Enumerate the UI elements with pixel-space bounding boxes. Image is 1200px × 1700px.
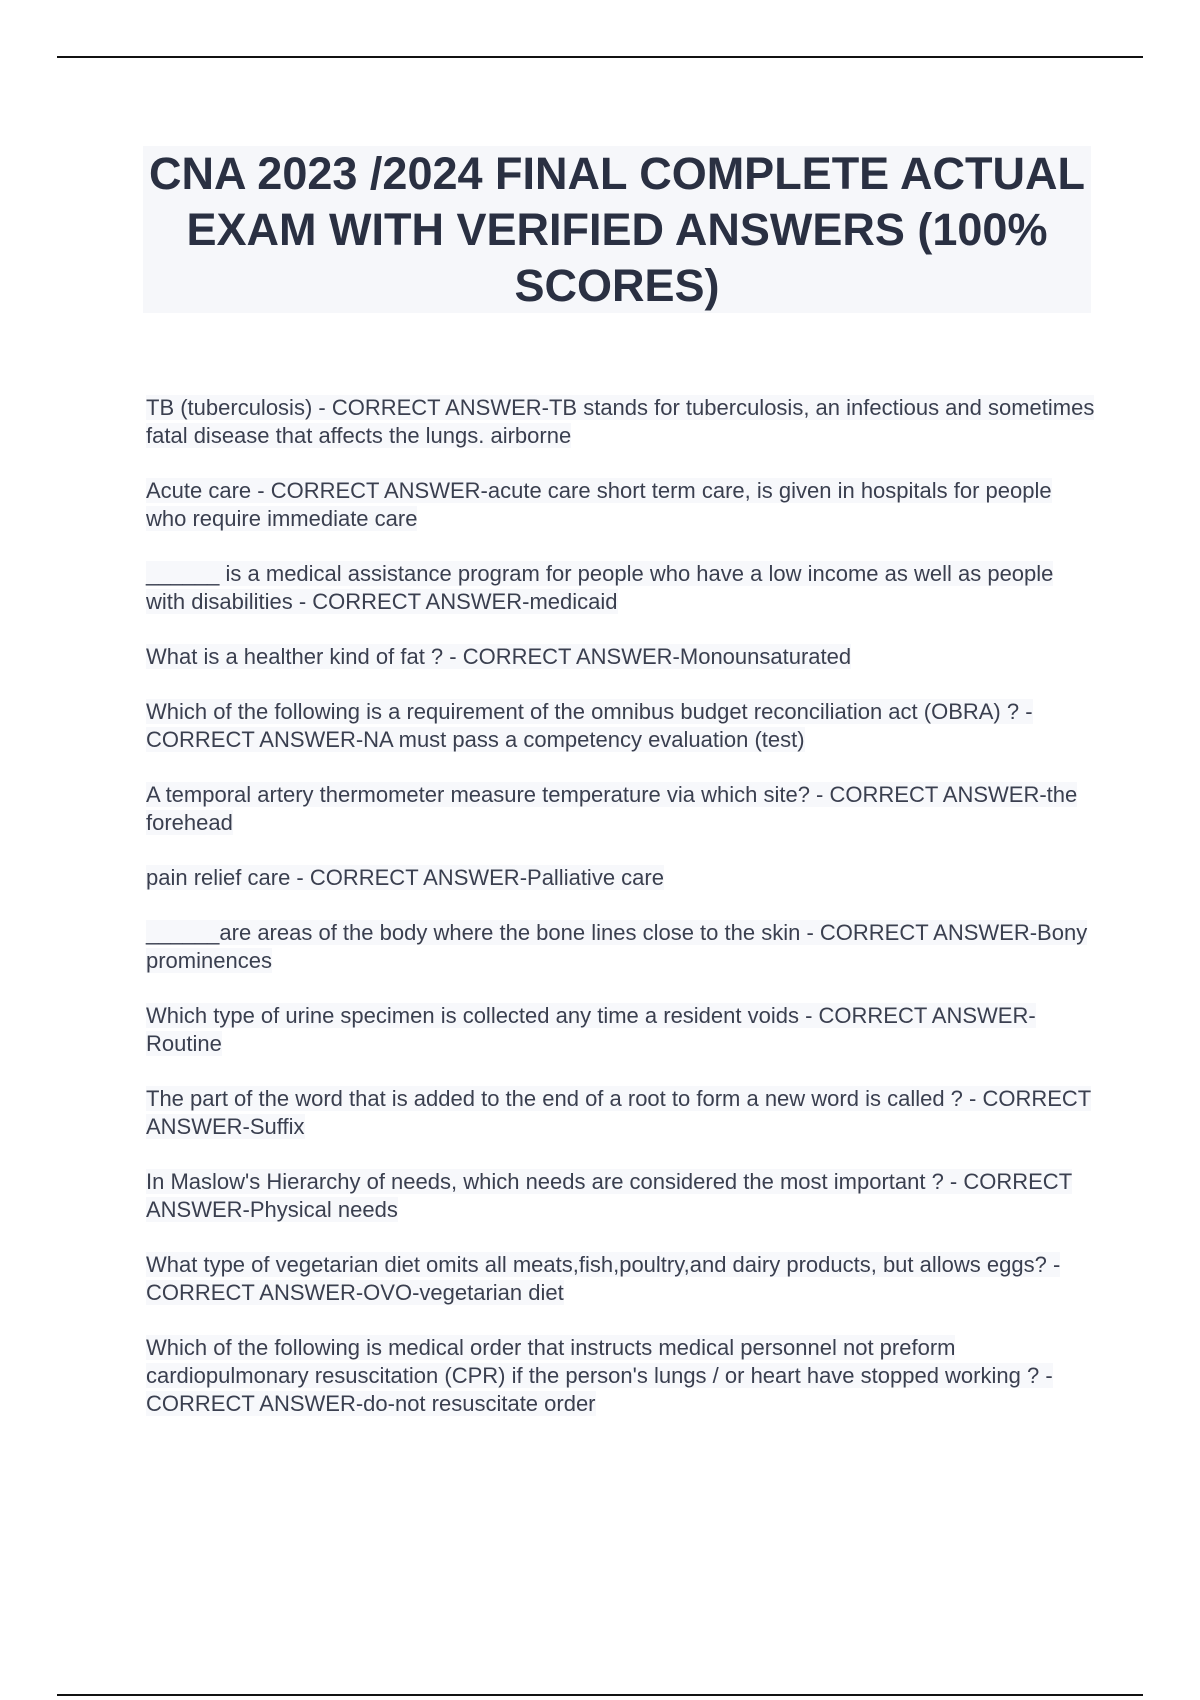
qa-item — [146, 477, 1096, 533]
qa-item — [146, 864, 1096, 892]
qa-item — [146, 560, 1096, 616]
qa-text: A temporal artery thermometer measure temperature via which site? - CORRECT ANSWER-the forehead — [146, 782, 1078, 835]
qa-text: Which of the following is a requirement of the omnibus budget reconciliation act (OBRA) ? - CORRECT ANSWER-NA must pass a competency evaluation (test) — [146, 699, 1033, 752]
qa-item — [146, 919, 1096, 975]
bottom-rule — [57, 1694, 1143, 1696]
qa-list — [146, 394, 1096, 1445]
qa-item — [146, 394, 1096, 450]
qa-text: Which type of urine specimen is collected any time a resident voids - CORRECT ANSWER-Routine — [146, 1003, 1036, 1056]
qa-item — [146, 643, 1096, 671]
qa-text: ______are areas of the body where the bone lines close to the skin - CORRECT ANSWER-Bony prominences — [146, 920, 1088, 973]
title-banner — [143, 146, 1091, 313]
qa-item — [146, 698, 1096, 754]
qa-text: Acute care - CORRECT ANSWER-acute care short term care, is given in hospitals for people who require immediate care — [146, 478, 1052, 531]
qa-text: In Maslow's Hierarchy of needs, which needs are considered the most important ? - CORRECT ANSWER-Physical needs — [146, 1169, 1073, 1222]
qa-text: Which of the following is medical order that instructs medical personnel not preform cardiopulmonary resuscitation (CPR) if the person's lungs / or heart have stopped working ? - CORRECT ANSWER-do-not resuscitate order — [146, 1335, 1053, 1416]
qa-item — [146, 1251, 1096, 1307]
qa-item — [146, 1002, 1096, 1058]
qa-text: The part of the word that is added to the end of a root to form a new word is called ? - CORRECT ANSWER-Suffix — [146, 1086, 1092, 1139]
top-rule — [57, 56, 1143, 58]
qa-text: What is a healther kind of fat ? - CORRECT ANSWER-Monounsaturated — [146, 644, 852, 669]
qa-item — [146, 1334, 1096, 1418]
qa-text: What type of vegetarian diet omits all meats,fish,poultry,and dairy products, but allows eggs? - CORRECT ANSWER-OVO-vegetarian diet — [146, 1252, 1061, 1305]
qa-item — [146, 1085, 1096, 1141]
qa-text: pain relief care - CORRECT ANSWER-Palliative care — [146, 865, 664, 890]
qa-item — [146, 781, 1096, 837]
qa-item — [146, 1168, 1096, 1224]
qa-text: ______ is a medical assistance program for people who have a low income as well as people with disabilities - CORRECT ANSWER-medicaid — [146, 561, 1054, 614]
qa-text: TB (tuberculosis) - CORRECT ANSWER-TB stands for tuberculosis, an infectious and sometimes fatal disease that affects the lungs. airborne — [146, 395, 1095, 448]
document-title: CNA 2023 /2024 FINAL COMPLETE ACTUAL EXAM WITH VERIFIED ANSWERS (100% SCORES) — [148, 147, 1085, 311]
